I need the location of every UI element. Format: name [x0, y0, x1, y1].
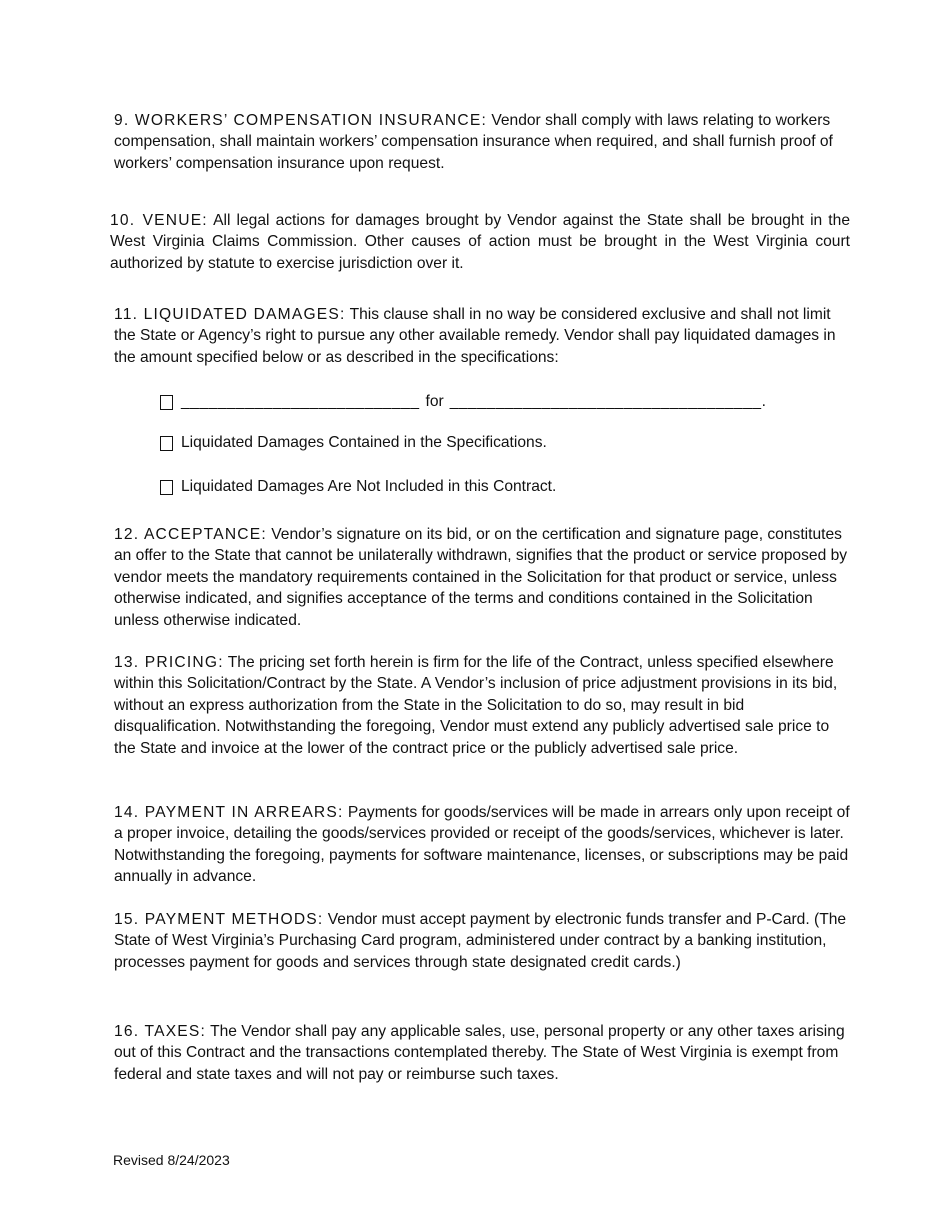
section-13-body: The pricing set forth herein is firm for the life of the Contract, unless specified elsewhere within this Solicitation/Contract by the State. A Vendor’s inclusion of price adjustment provisions in its bid, without an express authorization from the State in the Solicitation to do so, may result in bid disqualification. Notwithstanding the foregoing, Vendor must extend any publicly advertised sale price to the State and invoice at the lower of the contract price or the publicly advertised sale price.	[114, 654, 838, 757]
section-16-heading: 16. TAXES:	[114, 1023, 207, 1040]
section-11-body: This clause shall in no way be considered exclusive and shall not limit the State or Agency’s right to pursue any other available remedy. Vendor shall pay liquidated damages in the amount specified below or as described in the specifications:	[114, 306, 836, 366]
section-15-payment-methods	[114, 909, 854, 973]
section-10-body: All legal actions for damages brought by Vendor against the State shall be brought in the West Virginia Claims Commission. Other causes of action must be brought in the West Virginia court authorized by statute to exercise jurisdiction over it.	[110, 212, 850, 272]
section-14-heading: 14. PAYMENT IN ARREARS:	[114, 804, 344, 821]
not-included-option-label: Liquidated Damages Are Not Included in this Contract.	[181, 478, 557, 495]
section-11-heading: 11. LIQUIDATED DAMAGES:	[114, 306, 346, 323]
section-14-payment-in-arrears	[114, 802, 854, 888]
section-15-heading: 15. PAYMENT METHODS:	[114, 911, 324, 928]
section-16-body: The Vendor shall pay any applicable sales, use, personal property or any other taxes arising out of this Contract and the transactions contemplated thereby. The State of West Virginia is exempt from federal and state taxes and will not pay or reimburse such taxes.	[114, 1023, 845, 1083]
not-included-option-checkbox[interactable]	[160, 480, 173, 495]
section-12-acceptance	[114, 524, 854, 631]
section-12-heading: 12. ACCEPTANCE:	[114, 526, 267, 543]
section-9-workers-compensation	[114, 110, 854, 174]
section-10-venue	[110, 210, 850, 274]
section-9-body: Vendor shall comply with laws relating to workers compensation, shall maintain workers’ compensation insurance when required, and shall furnish proof of workers’ compensation insurance upon request.	[114, 112, 833, 172]
contained-option-checkbox[interactable]	[160, 436, 173, 451]
for-blank-field[interactable]: __________________________________.	[449, 393, 767, 410]
section-13-heading: 13. PRICING:	[114, 654, 224, 671]
liquidated-damages-contained-option	[160, 432, 547, 454]
section-14-body: Payments for goods/services will be made in arrears only upon receipt of a proper invoice, detailing the goods/services provided or receipt of the goods/services, whichever is later. Notwithstanding the foregoing, payments for software maintenance, licenses, or subscriptions may be paid annually in advance.	[114, 804, 850, 886]
contained-option-label: Liquidated Damages Contained in the Specifications.	[181, 434, 547, 451]
section-10-heading: 10. VENUE:	[110, 212, 208, 229]
amount-blank-field[interactable]: __________________________	[181, 393, 420, 410]
section-15-body: Vendor must accept payment by electronic funds transfer and P-Card. (The State of West Virginia’s Purchasing Card program, administered under contract by a banking institution, processes payment for goods and services through state designated credit cards.)	[114, 911, 847, 971]
revision-date-footer: Revised 8/24/2023	[113, 1152, 230, 1168]
liquidated-damages-not-included-option	[160, 476, 556, 498]
for-label: for	[425, 393, 444, 410]
liquidated-damages-amount-option	[160, 391, 766, 413]
section-9-heading: 9. WORKERS’ COMPENSATION INSURANCE:	[114, 112, 487, 129]
amount-option-checkbox[interactable]	[160, 395, 173, 410]
section-12-body: Vendor’s signature on its bid, or on the certification and signature page, constitutes an offer to the State that cannot be unilaterally withdrawn, signifies that the product or service proposed by vendor meets the mandatory requirements contained in the Solicitation for that product or service, unless otherwise indicated, and signifies acceptance of the terms and conditions contained in the Solicitation unless otherwise indicated.	[114, 526, 848, 629]
section-16-taxes	[114, 1021, 854, 1085]
section-11-liquidated-damages	[114, 304, 854, 368]
section-13-pricing	[114, 652, 854, 759]
